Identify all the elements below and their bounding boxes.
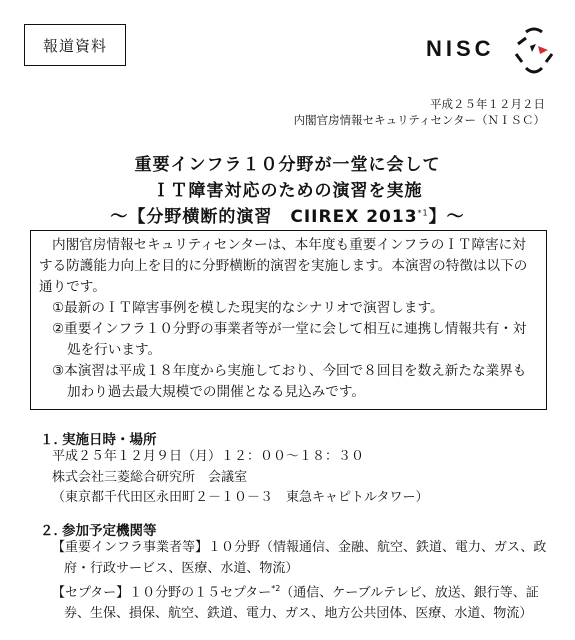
section-1-title: 実施日時・場所 xyxy=(62,432,157,448)
event-venue: 株式会社三菱総合研究所 会議室 xyxy=(52,469,248,485)
summary-box xyxy=(30,230,547,410)
section-1-body xyxy=(52,447,428,509)
summary-point-3: ③本演習は平成１８年度から実施しており、今回で８回目を数え新たな業界も加わり過去最大規模での開催となる見込みです。 xyxy=(52,363,527,400)
section-1-number: １． xyxy=(40,432,67,448)
section-2-heading xyxy=(40,519,157,539)
event-address: （東京都千代田区永田町２－１０－３ 東急キャピトルタワー） xyxy=(52,490,429,505)
section-2-body xyxy=(52,538,552,624)
event-datetime: 平成２５年１２月９日（月）１２：００～１８：３０ xyxy=(52,449,365,464)
footnote-ref-1: *1 xyxy=(417,208,429,218)
section-2-number: ２． xyxy=(40,523,67,539)
title-line-2: ＩＴ障害対応のための演習を実施 xyxy=(152,181,423,201)
ceptoar-list: （通信、ケーブルテレビ、放送、銀行等、証券、生保、損保、航空、鉄道、電力、ガス、地方公共団体、医療、水道、物流） xyxy=(64,585,539,621)
organization: 内閣官房情報セキュリティセンター（ＮＩＳＣ） xyxy=(293,113,545,127)
title-line-1: 重要インフラ１０分野が一堂に会して xyxy=(134,155,441,175)
title-line-3-end: 】～ xyxy=(428,207,465,227)
summary-intro: 内閣官房情報セキュリティセンターは、本年度も重要インフラのＩＴ障害に対する防護能力向上を目的に分野横断的演習を実施します。本演習の特徴は以下の通りです。 xyxy=(39,237,528,295)
ceptoar-text: 【セプター】１０分野の１５セプター xyxy=(52,585,272,601)
press-release-label: 報道資料 xyxy=(24,24,126,66)
title-line-3 xyxy=(0,202,575,227)
section-1-heading xyxy=(40,428,157,448)
participants-operators: 【重要インフラ事業者等】１０分野（情報通信、金融、航空、鉄道、電力、ガス、政府・行政サービス、医療、水道、物流） xyxy=(52,540,547,576)
title-line-3-text: ～【分野横断的演習 CIIREX 2013 xyxy=(110,207,418,227)
nisc-logo xyxy=(426,22,556,82)
release-date: 平成２５年１２月２日 xyxy=(430,97,545,111)
footnote-ref-2: *2 xyxy=(271,584,281,593)
section-2-title: 参加予定機関等 xyxy=(62,523,157,539)
summary-point-1: ①最新のＩＴ障害事例を模した現実的なシナリオで演習します。 xyxy=(52,300,444,316)
logo-text: NISC xyxy=(426,36,495,61)
date-block xyxy=(294,96,545,128)
participants-ceptoars xyxy=(52,579,552,624)
summary-point-2: ②重要インフラ１０分野の事業者等が一堂に会して相互に連携し情報共有・対処を行います。 xyxy=(52,321,527,358)
nisc-emblem-icon xyxy=(512,22,556,82)
